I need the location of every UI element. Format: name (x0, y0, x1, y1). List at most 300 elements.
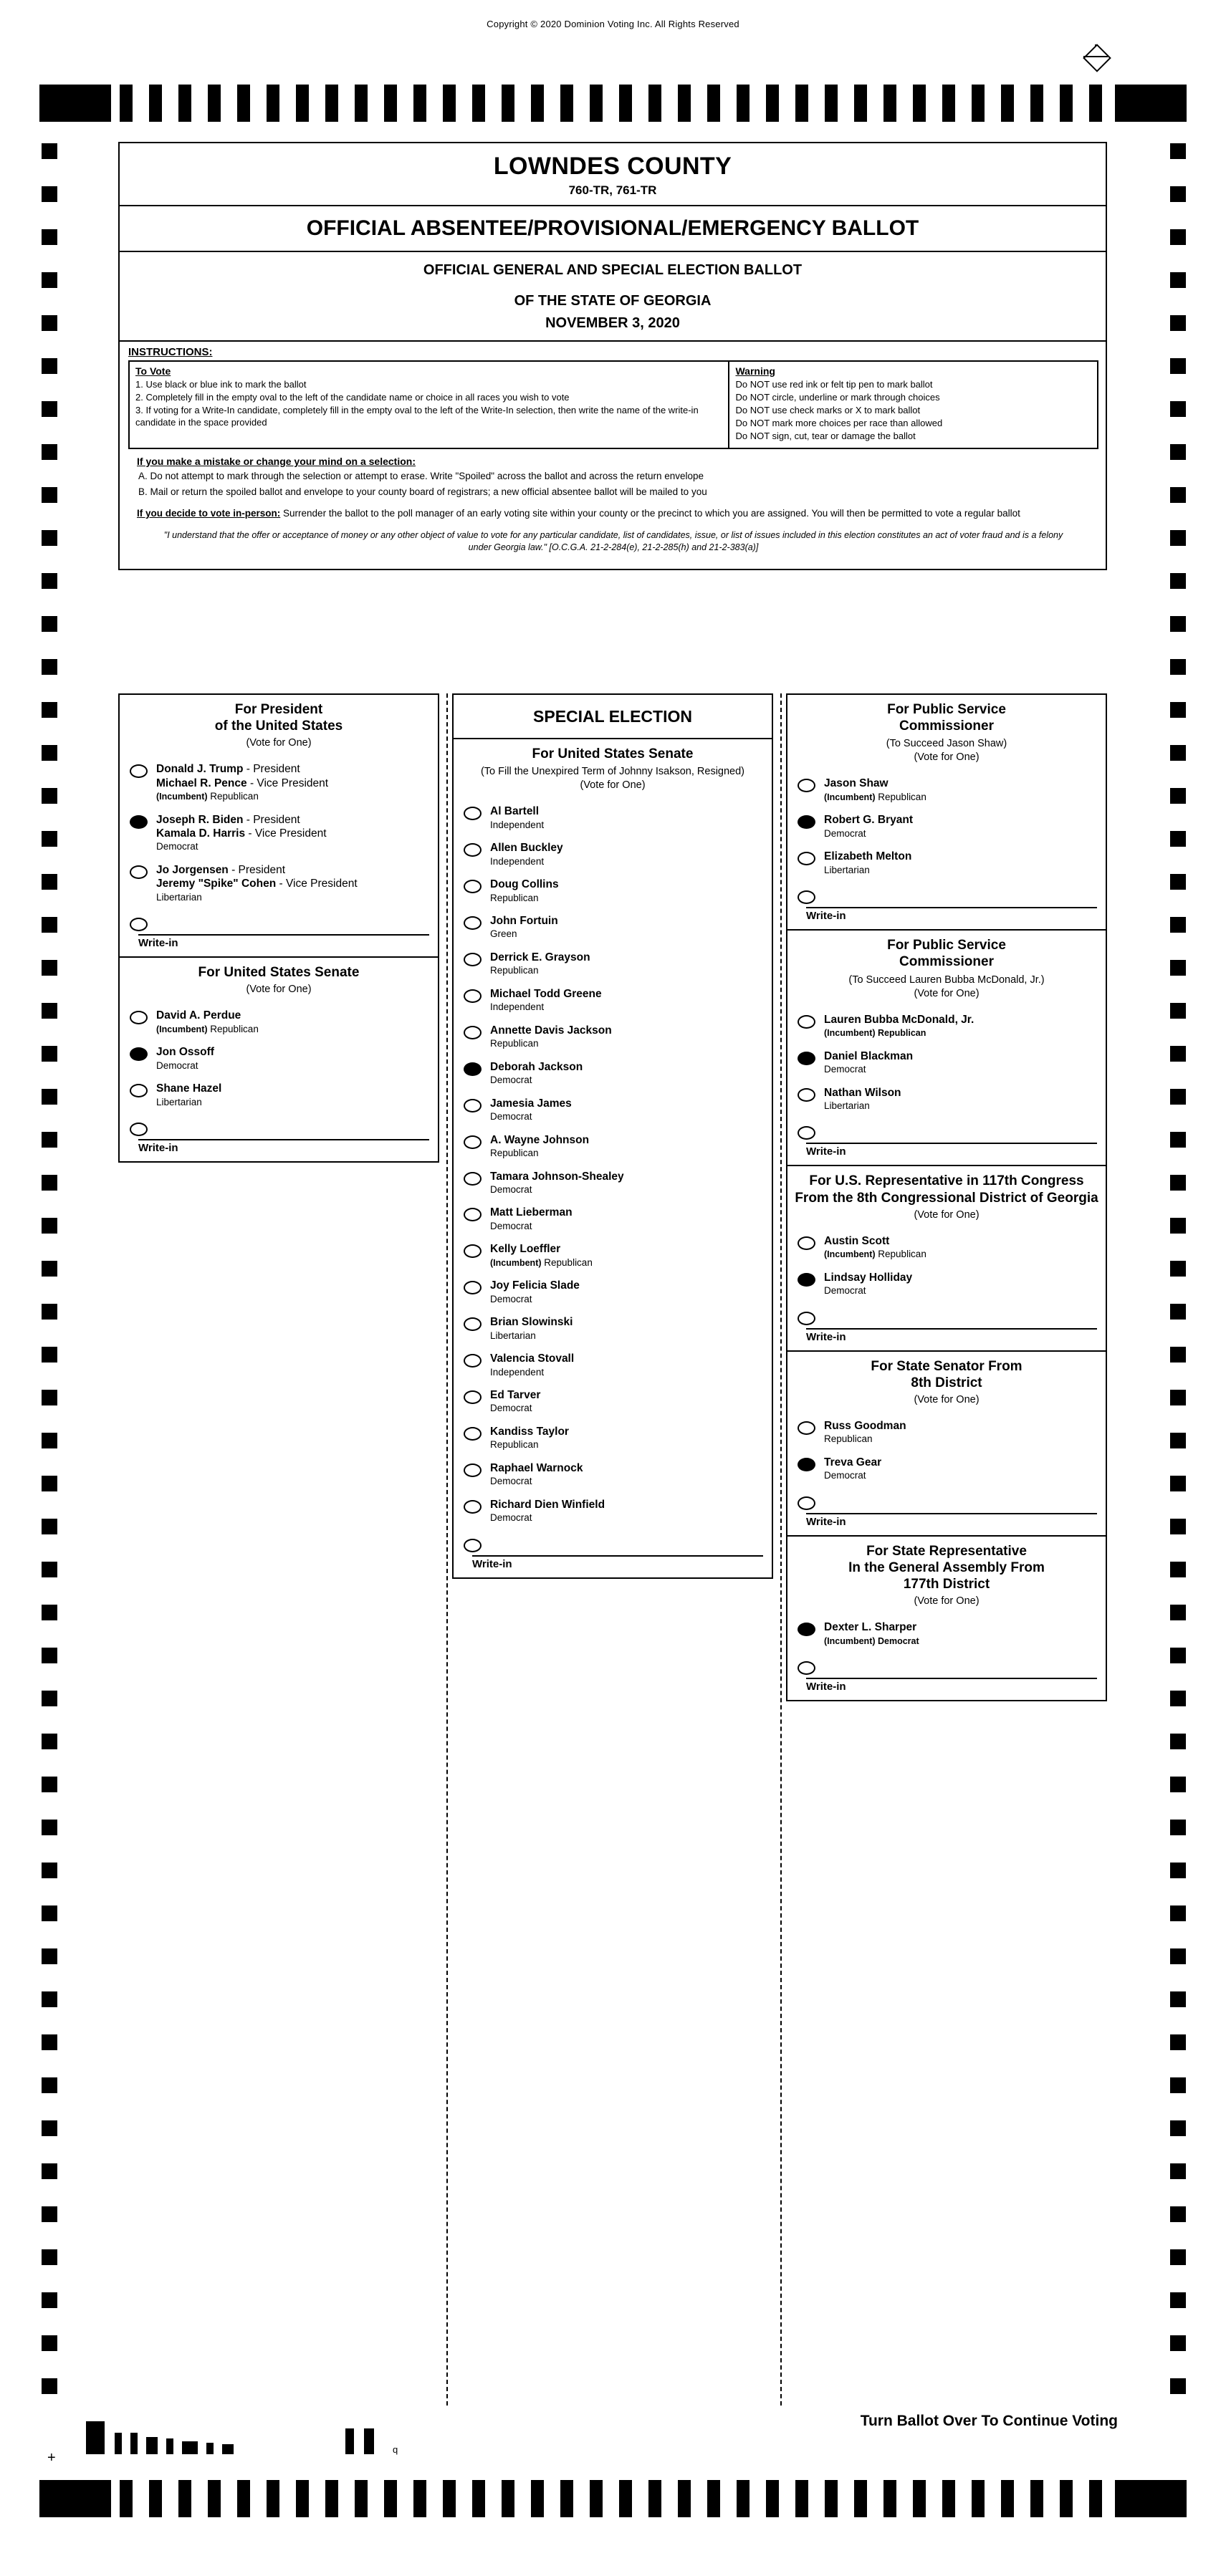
column-3 (786, 693, 1107, 1701)
timing-mark (1170, 1691, 1186, 1706)
timing-mark (1170, 917, 1186, 933)
timing-mark (42, 401, 57, 417)
ballot-header (118, 142, 1107, 570)
empty-oval-icon[interactable] (798, 1661, 815, 1675)
vote-for-instruction: (Vote for One) (914, 1208, 980, 1221)
candidate-name: Joy Felicia Slade (490, 1279, 580, 1292)
candidate-name: Annette Davis Jackson (490, 1024, 612, 1037)
timing-mark (560, 85, 573, 122)
barcode-bar (86, 2421, 105, 2454)
candidate-option[interactable] (787, 1451, 1106, 1487)
empty-oval-icon[interactable] (130, 1011, 148, 1024)
empty-oval-icon[interactable] (464, 1208, 482, 1221)
to-vote-step: 3. If voting for a Write-In candidate, completely fill in the empty oval to the left of the Write-In selection, then write the name of the write-in candidate in the space provided (135, 405, 699, 428)
candidate-name: Matt Lieberman (490, 1206, 573, 1219)
candidate-option[interactable] (120, 858, 438, 908)
empty-oval-icon[interactable] (798, 1421, 815, 1435)
empty-oval-icon[interactable] (798, 1312, 815, 1325)
timing-mark (149, 2480, 162, 2517)
candidate-text (482, 841, 563, 868)
candidate-party: Libertarian (824, 1100, 870, 1111)
candidate-party: Independent (490, 819, 545, 830)
candidate-option[interactable] (787, 1229, 1106, 1266)
filled-oval-icon[interactable] (130, 1047, 148, 1061)
timing-mark (502, 2480, 514, 2517)
empty-oval-icon[interactable] (130, 865, 148, 879)
candidate-option[interactable] (454, 836, 772, 873)
timing-mark (913, 2480, 926, 2517)
contest-us-senate-special (452, 739, 773, 1579)
contest-us-rep-8 (786, 1166, 1107, 1351)
empty-oval-icon[interactable] (798, 1236, 815, 1250)
candidate-text (482, 1279, 580, 1305)
timing-mark (1170, 1046, 1186, 1062)
candidate-option[interactable] (454, 1092, 772, 1128)
candidate-option[interactable] (454, 1237, 772, 1274)
empty-oval-icon[interactable] (464, 1099, 482, 1112)
timing-mark (42, 659, 57, 675)
timing-mark (737, 2480, 750, 2517)
empty-oval-icon[interactable] (464, 807, 482, 820)
timing-mark (1170, 2120, 1186, 2136)
timing-mark (648, 85, 661, 122)
candidate-option[interactable] (787, 1266, 1106, 1302)
contest-subtitle: (To Fill the Unexpired Term of Johnny Isakson, Resigned) (480, 766, 745, 778)
timing-mark (42, 573, 57, 589)
candidate-party: Democrat (490, 1220, 532, 1231)
write-in-label: Write-in (138, 1139, 429, 1154)
candidate-option[interactable] (120, 1077, 438, 1113)
empty-oval-icon[interactable] (130, 764, 148, 778)
candidate-option[interactable] (454, 1274, 772, 1310)
candidate-party: (Incumbent) Republican (156, 1023, 259, 1034)
empty-oval-icon[interactable] (464, 880, 482, 893)
timing-mark (1170, 1734, 1186, 1749)
timing-mark (42, 1519, 57, 1534)
candidate-name: Brian Slowinski (490, 1316, 573, 1329)
timing-mark (42, 1089, 57, 1105)
candidate-party: Democrat (490, 1183, 532, 1195)
candidate-option[interactable] (120, 1040, 438, 1077)
timing-mark (42, 2120, 57, 2136)
timing-mark (942, 2480, 955, 2517)
timing-mark (42, 1304, 57, 1320)
candidate-text (482, 1388, 540, 1415)
timing-mark (42, 874, 57, 890)
timing-mark (531, 85, 544, 122)
candidate-party: Democrat (490, 1403, 532, 1414)
empty-oval-icon[interactable] (464, 1464, 482, 1477)
write-in-option[interactable] (787, 881, 1106, 905)
empty-oval-icon[interactable] (464, 843, 482, 857)
empty-oval-icon[interactable] (464, 916, 482, 930)
timing-mark (384, 2480, 397, 2517)
timing-mark (1170, 1476, 1186, 1491)
timing-marks-bottom (39, 2480, 1186, 2517)
timing-mark (1170, 229, 1186, 245)
precinct-code: 760-TR, 761-TR (568, 183, 657, 197)
candidate-name: Ed Tarver (490, 1389, 541, 1402)
candidate-text (482, 914, 558, 941)
timing-mark (325, 2480, 338, 2517)
mistake-option-b: B. Mail or return the spoiled ballot and envelope to your county board of registrars; a new official absentee ballot will be mailed to you (138, 486, 707, 497)
filled-oval-icon[interactable] (798, 815, 815, 829)
timing-mark (42, 1562, 57, 1577)
timing-mark (619, 85, 632, 122)
candidate-text (482, 804, 544, 831)
candidate-option[interactable] (454, 1019, 772, 1055)
timing-mark (1170, 186, 1186, 202)
timing-mark (1089, 2480, 1102, 2517)
contest-psc-mcdonald (786, 931, 1107, 1166)
candidate-option[interactable] (454, 982, 772, 1019)
candidate-list (120, 754, 438, 956)
candidate-option[interactable] (787, 1044, 1106, 1081)
candidate-option[interactable] (454, 946, 772, 982)
timing-mark (1170, 358, 1186, 374)
candidate-option[interactable] (454, 1383, 772, 1420)
timing-mark (42, 2206, 57, 2222)
timing-mark (1170, 1175, 1186, 1191)
timing-mark (178, 2480, 191, 2517)
timing-mark (1170, 444, 1186, 460)
candidate-text (148, 1009, 259, 1035)
vote-for-instruction: (Vote for One) (914, 1595, 980, 1607)
timing-mark (825, 85, 838, 122)
timing-mark (42, 358, 57, 374)
candidate-option[interactable] (454, 1310, 772, 1347)
timing-mark (42, 1347, 57, 1363)
timing-mark (472, 2480, 485, 2517)
candidate-party: Democrat (824, 827, 866, 839)
warning-item: Do NOT mark more choices per race than allowed (735, 417, 943, 428)
timing-mark (502, 85, 514, 122)
candidate-option[interactable] (787, 808, 1106, 845)
candidate-party: Republican (490, 892, 539, 903)
candidate-party: Green (490, 928, 517, 940)
timing-mark (1170, 487, 1186, 503)
candidate-text (815, 1456, 881, 1482)
timing-mark (1170, 1905, 1186, 1921)
candidate-option[interactable] (454, 1055, 772, 1092)
candidate-option[interactable] (454, 909, 772, 946)
candidate-text (482, 1315, 573, 1342)
empty-oval-icon[interactable] (464, 1281, 482, 1294)
candidate-party: (Incumbent) Republican (824, 791, 926, 802)
timing-mark (1060, 85, 1073, 122)
candidate-option[interactable] (120, 1004, 438, 1040)
timing-mark (1170, 702, 1186, 718)
candidate-text (482, 1097, 572, 1123)
timing-mark (1170, 788, 1186, 804)
candidate-option[interactable] (120, 808, 438, 858)
write-in-label: Write-in (806, 1678, 1097, 1693)
candidate-text (482, 1461, 583, 1488)
candidate-party: (Incumbent) Republican (490, 1256, 593, 1268)
timing-mark (1170, 1261, 1186, 1277)
candidate-option[interactable] (120, 757, 438, 807)
timing-mark (1060, 2480, 1073, 2517)
timing-mark (42, 1905, 57, 1921)
timing-mark (1170, 2335, 1186, 2351)
timing-mark (325, 85, 338, 122)
candidate-text (148, 863, 358, 903)
timing-mark (42, 1175, 57, 1191)
candidate-party: Democrat (824, 1470, 866, 1481)
timing-mark (913, 85, 926, 122)
mistake-option-a: A. Do not attempt to mark through the selection or attempt to erase. Write "Spoiled" across the ballot and across the return envelope (138, 470, 704, 481)
candidate-list (787, 1411, 1106, 1535)
timing-mark (42, 2378, 57, 2394)
contest-title: For Public Service Commissioner (887, 702, 1006, 734)
contest-state-rep-177 (786, 1537, 1107, 1701)
candidate-option[interactable] (787, 845, 1106, 881)
candidate-option[interactable] (787, 1414, 1106, 1451)
timing-mark (42, 1820, 57, 1835)
empty-oval-icon[interactable] (464, 1172, 482, 1186)
timing-mark (42, 272, 57, 288)
timing-marks-right (1170, 143, 1186, 2457)
timing-mark (972, 85, 985, 122)
timing-mark (42, 788, 57, 804)
empty-oval-icon[interactable] (464, 1026, 482, 1039)
empty-oval-icon[interactable] (798, 852, 815, 865)
county-name: LOWNDES COUNTY (493, 153, 732, 180)
timing-mark (1170, 1648, 1186, 1663)
ballot-subtitle-1: OFFICIAL GENERAL AND SPECIAL ELECTION BALLOT (423, 262, 803, 278)
timing-mark (42, 745, 57, 761)
empty-oval-icon[interactable] (130, 918, 148, 931)
timing-mark (1170, 1820, 1186, 1835)
column-1 (118, 693, 439, 1163)
write-in-label: Write-in (806, 1143, 1097, 1158)
contest-subtitle: (To Succeed Jason Shaw) (886, 738, 1007, 750)
empty-oval-icon[interactable] (798, 1088, 815, 1102)
timing-mark (120, 85, 133, 122)
filled-oval-icon[interactable] (798, 1623, 815, 1636)
candidate-name: Tamara Johnson-Shealey (490, 1170, 624, 1183)
timing-mark (1170, 659, 1186, 675)
candidate-option[interactable] (787, 772, 1106, 808)
candidate-list (787, 1226, 1106, 1350)
write-in-option[interactable] (120, 908, 438, 933)
empty-oval-icon[interactable] (798, 890, 815, 904)
filled-oval-icon[interactable] (798, 1273, 815, 1287)
column-divider (780, 693, 782, 2406)
candidate-party: Democrat (156, 1059, 198, 1071)
candidate-party: Libertarian (824, 864, 870, 875)
ballot-subtitle-2: OF THE STATE OF GEORGIA (514, 293, 712, 309)
candidate-text (482, 951, 590, 977)
write-in-label: Write-in (806, 1328, 1097, 1343)
timing-mark (42, 444, 57, 460)
timing-mark (1119, 2480, 1131, 2517)
candidate-name: Robert G. Bryant (824, 814, 914, 827)
warning-item: Do NOT sign, cut, tear or damage the ballot (735, 430, 916, 441)
timing-mark (42, 2292, 57, 2308)
timing-mark (1170, 1991, 1186, 2007)
mistake-heading: If you make a mistake or change your mind on a selection: (137, 455, 416, 467)
timing-mark (1170, 573, 1186, 589)
to-vote-step: 2. Completely fill in the empty oval to the left of the candidate name or choice in all races you wish to vote (135, 392, 570, 403)
candidate-option[interactable] (787, 1081, 1106, 1118)
candidate-text (815, 850, 911, 876)
timing-mark (942, 85, 955, 122)
timing-mark (267, 85, 279, 122)
candidate-party: (Incumbent) Democrat (824, 1635, 919, 1646)
empty-oval-icon[interactable] (464, 1539, 482, 1552)
write-in-option[interactable] (787, 1487, 1106, 1512)
timing-mark (472, 85, 485, 122)
barcode-bar (206, 2443, 214, 2454)
candidate-text (482, 1060, 583, 1087)
barcode-bar (222, 2444, 234, 2454)
candidate-list (787, 769, 1106, 929)
special-election-banner (452, 693, 773, 739)
empty-oval-icon[interactable] (130, 1123, 148, 1136)
timing-mark (1170, 1132, 1186, 1148)
filled-oval-icon[interactable] (130, 815, 148, 829)
timing-mark (42, 917, 57, 933)
write-in-option[interactable] (120, 1113, 438, 1138)
timing-mark (1170, 1519, 1186, 1534)
timing-mark (42, 487, 57, 503)
candidate-name: Elizabeth Melton (824, 850, 912, 863)
empty-oval-icon[interactable] (464, 1244, 482, 1258)
candidate-text (815, 1049, 913, 1076)
timing-mark (42, 1132, 57, 1148)
barcode-bar (345, 2428, 354, 2454)
timing-mark (42, 143, 57, 159)
vote-for-instruction: (Vote for One) (580, 779, 646, 792)
empty-oval-icon[interactable] (464, 1317, 482, 1331)
candidate-option[interactable] (454, 1201, 772, 1237)
candidate-text (482, 1133, 589, 1160)
empty-oval-icon[interactable] (464, 1135, 482, 1149)
candidate-list (120, 1001, 438, 1161)
candidate-name: Lauren Bubba McDonald, Jr. (824, 1013, 974, 1026)
empty-oval-icon[interactable] (464, 1354, 482, 1368)
empty-oval-icon[interactable] (798, 1015, 815, 1029)
write-in-option[interactable] (787, 1117, 1106, 1141)
vote-for-instruction: (Vote for One) (914, 987, 980, 999)
timing-mark (531, 2480, 544, 2517)
candidate-text (815, 1419, 906, 1446)
empty-oval-icon[interactable] (464, 1427, 482, 1441)
timing-mark (413, 2480, 426, 2517)
timing-mark (1170, 1089, 1186, 1105)
timing-mark (42, 1734, 57, 1749)
empty-oval-icon[interactable] (464, 1390, 482, 1404)
timing-mark (1170, 1218, 1186, 1234)
alignment-plus-mark: + (47, 2450, 56, 2466)
write-in-option[interactable] (787, 1302, 1106, 1327)
timing-mark (42, 530, 57, 546)
candidate-text (148, 813, 327, 853)
candidate-list (454, 797, 772, 1577)
candidate-text (148, 1045, 214, 1072)
timing-mark (1170, 831, 1186, 847)
write-in-label: Write-in (472, 1555, 763, 1570)
candidate-option[interactable] (454, 1347, 772, 1383)
candidate-option[interactable] (454, 873, 772, 909)
timing-mark (42, 1433, 57, 1448)
candidate-option[interactable] (454, 799, 772, 836)
candidate-option[interactable] (787, 1008, 1106, 1044)
empty-oval-icon[interactable] (798, 1496, 815, 1510)
candidate-option[interactable] (454, 1493, 772, 1529)
candidate-party: Democrat (490, 1111, 532, 1123)
timing-mark (707, 85, 720, 122)
timing-mark (355, 85, 368, 122)
candidate-option[interactable] (454, 1165, 772, 1201)
timing-mark (1001, 85, 1014, 122)
candidate-text (815, 1086, 901, 1112)
contest-columns (118, 693, 1107, 2413)
candidate-text (482, 1498, 605, 1524)
write-in-option[interactable] (787, 1652, 1106, 1676)
candidate-party: Republican (490, 965, 539, 976)
empty-oval-icon[interactable] (798, 779, 815, 792)
candidate-option[interactable] (454, 1420, 772, 1456)
candidate-list (787, 1613, 1106, 1700)
candidate-text (148, 1082, 221, 1108)
candidate-name: Shane Hazel (156, 1082, 222, 1095)
timing-mark (678, 85, 691, 122)
timing-mark (42, 2034, 57, 2050)
candidate-option[interactable] (787, 1615, 1106, 1652)
empty-oval-icon[interactable] (130, 1084, 148, 1097)
vote-for-instruction: (Vote for One) (246, 984, 312, 996)
write-in-label: Write-in (806, 1513, 1097, 1528)
contest-title: For State Senator From 8th District (871, 1358, 1023, 1390)
warning-box (729, 360, 1098, 449)
in-person-text: Surrender the ballot to the poll manager of an early voting site within your county or the precinct to which you are assigned. You will then be permitted to vote a regular ballot (283, 508, 1020, 519)
candidate-option[interactable] (454, 1128, 772, 1165)
candidate-name: Dexter L. Sharper (824, 1621, 917, 1634)
in-person-instructions (128, 500, 1098, 522)
timing-mark (1170, 1777, 1186, 1792)
contest-title: For U.S. Representative in 117th Congress From the 8th Congressional District of Georgia (795, 1173, 1098, 1206)
candidate-name: Daniel Blackman (824, 1049, 914, 1062)
contest-title: For United States Senate (532, 746, 694, 762)
filled-oval-icon[interactable] (798, 1458, 815, 1471)
contest-title: For United States Senate (198, 965, 360, 981)
timing-mark (1170, 315, 1186, 331)
filled-oval-icon[interactable] (464, 1062, 482, 1076)
empty-oval-icon[interactable] (464, 953, 482, 966)
empty-oval-icon[interactable] (464, 989, 482, 1003)
candidate-party: Republican (824, 1433, 873, 1445)
timing-mark (42, 1691, 57, 1706)
candidate-name: Donald J. Trump - President (156, 763, 300, 776)
timing-mark (1170, 1948, 1186, 1964)
timing-mark (296, 85, 309, 122)
timing-mark (795, 2480, 808, 2517)
candidate-party: Democrat (824, 1285, 866, 1297)
candidate-text (815, 1620, 919, 1647)
empty-oval-icon[interactable] (464, 1500, 482, 1514)
barcode-bar (146, 2437, 158, 2454)
candidate-option[interactable] (454, 1456, 772, 1493)
filled-oval-icon[interactable] (798, 1052, 815, 1065)
empty-oval-icon[interactable] (798, 1126, 815, 1140)
write-in-option[interactable] (454, 1529, 772, 1554)
contest-title: For Public Service Commissioner (887, 938, 1006, 970)
candidate-party: Democrat (156, 841, 198, 852)
timing-mark (208, 2480, 221, 2517)
timing-mark (707, 2480, 720, 2517)
